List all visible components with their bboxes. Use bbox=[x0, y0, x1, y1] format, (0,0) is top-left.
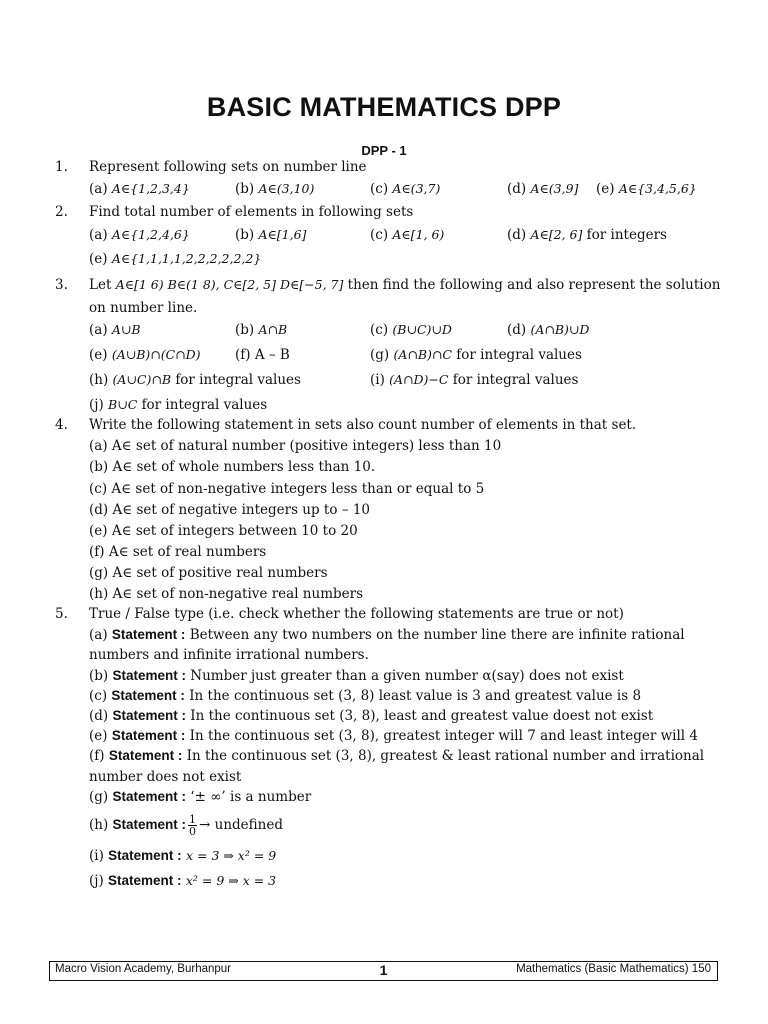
statement-label: Statement : bbox=[108, 748, 183, 763]
option-label: (e) bbox=[89, 251, 108, 267]
q5-item-i bbox=[89, 847, 276, 865]
item-label: (j) bbox=[89, 873, 104, 889]
option-label: (c) bbox=[370, 322, 389, 338]
option-suffix: for integral values bbox=[456, 347, 582, 363]
option-label: (b) bbox=[235, 227, 255, 243]
question-text: Find total number of elements in following sets bbox=[89, 204, 414, 220]
page-title: BASIC MATHEMATICS DPP bbox=[206, 92, 562, 122]
q5-item-f bbox=[89, 747, 704, 765]
q4-item-d: (d) A∈ set of negative integers up to – 10 bbox=[89, 502, 370, 518]
question-number: 1. bbox=[55, 159, 68, 175]
statement-math: x = 3 ⇒ x² = 9 bbox=[185, 848, 277, 863]
option-label: (b) bbox=[235, 322, 255, 338]
statement-label: Statement : bbox=[111, 627, 186, 642]
q4-item-a: (a) A∈ set of natural number (positive integers) less than 10 bbox=[89, 438, 502, 454]
q5-item-c bbox=[89, 687, 641, 705]
question-3-continued: on number line. bbox=[89, 300, 198, 316]
statement-label: Statement : bbox=[112, 817, 187, 832]
q3-option-a bbox=[89, 321, 141, 339]
option-label: (a) bbox=[89, 322, 108, 338]
q2-option-d bbox=[507, 226, 667, 244]
option-math: (B∪C)∪D bbox=[392, 322, 452, 337]
option-math: A∈{3,4,5,6} bbox=[618, 181, 697, 196]
q2-option-b bbox=[235, 226, 306, 244]
item-label: (b) bbox=[89, 668, 109, 684]
statement-label: Statement : bbox=[112, 789, 186, 804]
q2-option-e bbox=[89, 250, 261, 268]
question-text: Represent following sets on number line bbox=[89, 159, 367, 175]
item-label: (d) bbox=[89, 708, 109, 724]
option-label: (a) bbox=[89, 227, 108, 243]
statement-label: Statement : bbox=[112, 668, 186, 683]
option-math: (A∪B)∩(C∩D) bbox=[111, 347, 201, 362]
option-suffix: for integers bbox=[586, 227, 667, 243]
option-math: (A∩B)∪D bbox=[530, 322, 590, 337]
q3-option-f bbox=[235, 346, 290, 364]
question-text: True / False type (i.e. check whether the following statements are true or not) bbox=[89, 606, 624, 622]
item-label: (f) bbox=[89, 748, 105, 764]
option-label: (a) bbox=[89, 181, 108, 197]
question-number: 5. bbox=[55, 606, 68, 622]
q5-item-j bbox=[89, 872, 276, 890]
option-label: (c) bbox=[370, 227, 389, 243]
q3-option-g bbox=[370, 346, 582, 364]
question-text: Write the following statement in sets also count number of elements in that set. bbox=[89, 417, 637, 433]
option-label: (e) bbox=[89, 347, 108, 363]
footer-institution: Macro Vision Academy, Burhanpur bbox=[55, 963, 231, 975]
q5-item-b bbox=[89, 667, 624, 685]
q4-item-f: (f) A∈ set of real numbers bbox=[89, 544, 267, 560]
question-math: A∈[1 6) B∈(1 8), C∈[2, 5] D∈[−5, 7] bbox=[115, 277, 344, 292]
q1-option-c bbox=[370, 180, 440, 198]
q1-option-d bbox=[507, 180, 578, 198]
statement-label: Statement : bbox=[108, 873, 182, 888]
option-suffix: for integral values bbox=[452, 372, 579, 388]
q5-item-h bbox=[89, 812, 283, 838]
option-label: (h) bbox=[89, 372, 109, 388]
q3-option-i bbox=[370, 371, 578, 389]
q4-item-b: (b) A∈ set of whole numbers less than 10. bbox=[89, 459, 376, 475]
option-label: (i) bbox=[370, 372, 385, 388]
q2-option-a bbox=[89, 226, 190, 244]
page-subtitle: DPP - 1 bbox=[361, 143, 407, 158]
statement-label: Statement : bbox=[111, 688, 185, 703]
q3-option-c bbox=[370, 321, 452, 339]
statement-text: → undefined bbox=[199, 817, 283, 833]
option-label: (b) bbox=[235, 181, 255, 197]
question-number: 3. bbox=[55, 277, 68, 293]
option-math: (A∩D)−C bbox=[389, 372, 449, 387]
option-math: B∪C bbox=[108, 397, 138, 412]
q2-option-c bbox=[370, 226, 444, 244]
option-suffix: for integral values bbox=[141, 397, 268, 413]
option-math: (A∩B)∩C bbox=[393, 347, 452, 362]
question-number: 2. bbox=[55, 204, 68, 220]
fraction-denominator: 0 bbox=[189, 825, 197, 838]
q5-item-f-continued: number does not exist bbox=[89, 769, 242, 785]
statement-math: x² = 9 ⇒ x = 3 bbox=[185, 873, 277, 888]
statement-text: ‘± ∞’ is a number bbox=[190, 789, 312, 805]
option-math: A∈[2, 6] bbox=[530, 227, 583, 242]
statement-text: In the continuous set (3, 8) least value is 3 and greatest value is 8 bbox=[189, 688, 642, 704]
statement-text: Between any two numbers on the number line there are infinite rational bbox=[189, 627, 685, 643]
item-label: (h) bbox=[89, 817, 109, 833]
statement-label: Statement : bbox=[111, 728, 186, 743]
q3-option-e bbox=[89, 346, 201, 364]
option-label: (c) bbox=[370, 181, 389, 197]
q5-item-a-continued: numbers and infinite irrational numbers. bbox=[89, 647, 369, 663]
question-text bbox=[89, 276, 721, 294]
q1-option-e bbox=[596, 180, 697, 198]
option-math: A∈(3,7) bbox=[392, 181, 441, 196]
q5-item-a bbox=[89, 626, 685, 644]
q5-item-g bbox=[89, 788, 311, 806]
page-number: 1 bbox=[379, 962, 388, 978]
option-math: A∩B bbox=[258, 322, 288, 337]
option-label: (g) bbox=[370, 347, 390, 363]
statement-text: In the continuous set (3, 8), least and greatest value doest not exist bbox=[190, 708, 654, 724]
statement-text: Number just greater than a given number α(say) does not exist bbox=[190, 668, 624, 684]
q3-option-b bbox=[235, 321, 287, 339]
item-label: (e) bbox=[89, 728, 108, 744]
option-math: A∈{1,2,4,6} bbox=[111, 227, 190, 242]
item-label: (a) bbox=[89, 627, 108, 643]
page-footer bbox=[49, 961, 718, 981]
q3-option-d bbox=[507, 321, 589, 339]
option-math: A∈(3,10) bbox=[258, 181, 315, 196]
statement-text: In the continuous set (3, 8), greatest integer will 7 and least integer will 4 bbox=[189, 728, 698, 744]
q5-item-e bbox=[89, 727, 698, 745]
item-label: (c) bbox=[89, 688, 108, 704]
option-text: A – B bbox=[254, 347, 290, 363]
question-number: 4. bbox=[55, 417, 68, 433]
fraction-numerator: 1 bbox=[189, 813, 197, 826]
q3-option-j bbox=[89, 396, 267, 414]
option-label: (d) bbox=[507, 322, 527, 338]
question-tail: then find the following and also represent the solution bbox=[347, 277, 721, 293]
option-label: (d) bbox=[507, 181, 527, 197]
option-label: (j) bbox=[89, 397, 104, 413]
q3-option-h bbox=[89, 371, 301, 389]
q5-item-d bbox=[89, 707, 653, 725]
option-label: (d) bbox=[507, 227, 527, 243]
question-lead: Let bbox=[89, 277, 112, 293]
q4-item-c: (c) A∈ set of non-negative integers less than or equal to 5 bbox=[89, 481, 485, 497]
option-math: A∪B bbox=[111, 322, 141, 337]
option-math: A∈{1,1,1,1,2,2,2,2,2,2} bbox=[111, 251, 262, 266]
q1-option-a bbox=[89, 180, 190, 198]
fraction bbox=[188, 814, 197, 837]
statement-text: In the continuous set (3, 8), greatest & least rational number and irrational bbox=[186, 748, 705, 764]
item-label: (i) bbox=[89, 848, 104, 864]
q4-item-h: (h) A∈ set of non-negative real numbers bbox=[89, 586, 364, 602]
footer-subject: Mathematics (Basic Mathematics) 150 bbox=[516, 963, 711, 975]
option-label: (e) bbox=[596, 181, 615, 197]
q4-item-g: (g) A∈ set of positive real numbers bbox=[89, 565, 328, 581]
q1-option-b bbox=[235, 180, 314, 198]
option-math: A∈(3,9] bbox=[530, 181, 579, 196]
statement-label: Statement : bbox=[108, 848, 182, 863]
statement-label: Statement : bbox=[112, 708, 186, 723]
item-label: (g) bbox=[89, 789, 109, 805]
option-suffix: for integral values bbox=[175, 372, 301, 388]
q4-item-e: (e) A∈ set of integers between 10 to 20 bbox=[89, 523, 358, 539]
option-label: (f) bbox=[235, 347, 251, 363]
option-math: (A∪C)∩B bbox=[112, 372, 172, 387]
option-math: A∈[1, 6) bbox=[392, 227, 445, 242]
option-math: A∈{1,2,3,4} bbox=[111, 181, 190, 196]
option-math: A∈[1,6] bbox=[258, 227, 307, 242]
